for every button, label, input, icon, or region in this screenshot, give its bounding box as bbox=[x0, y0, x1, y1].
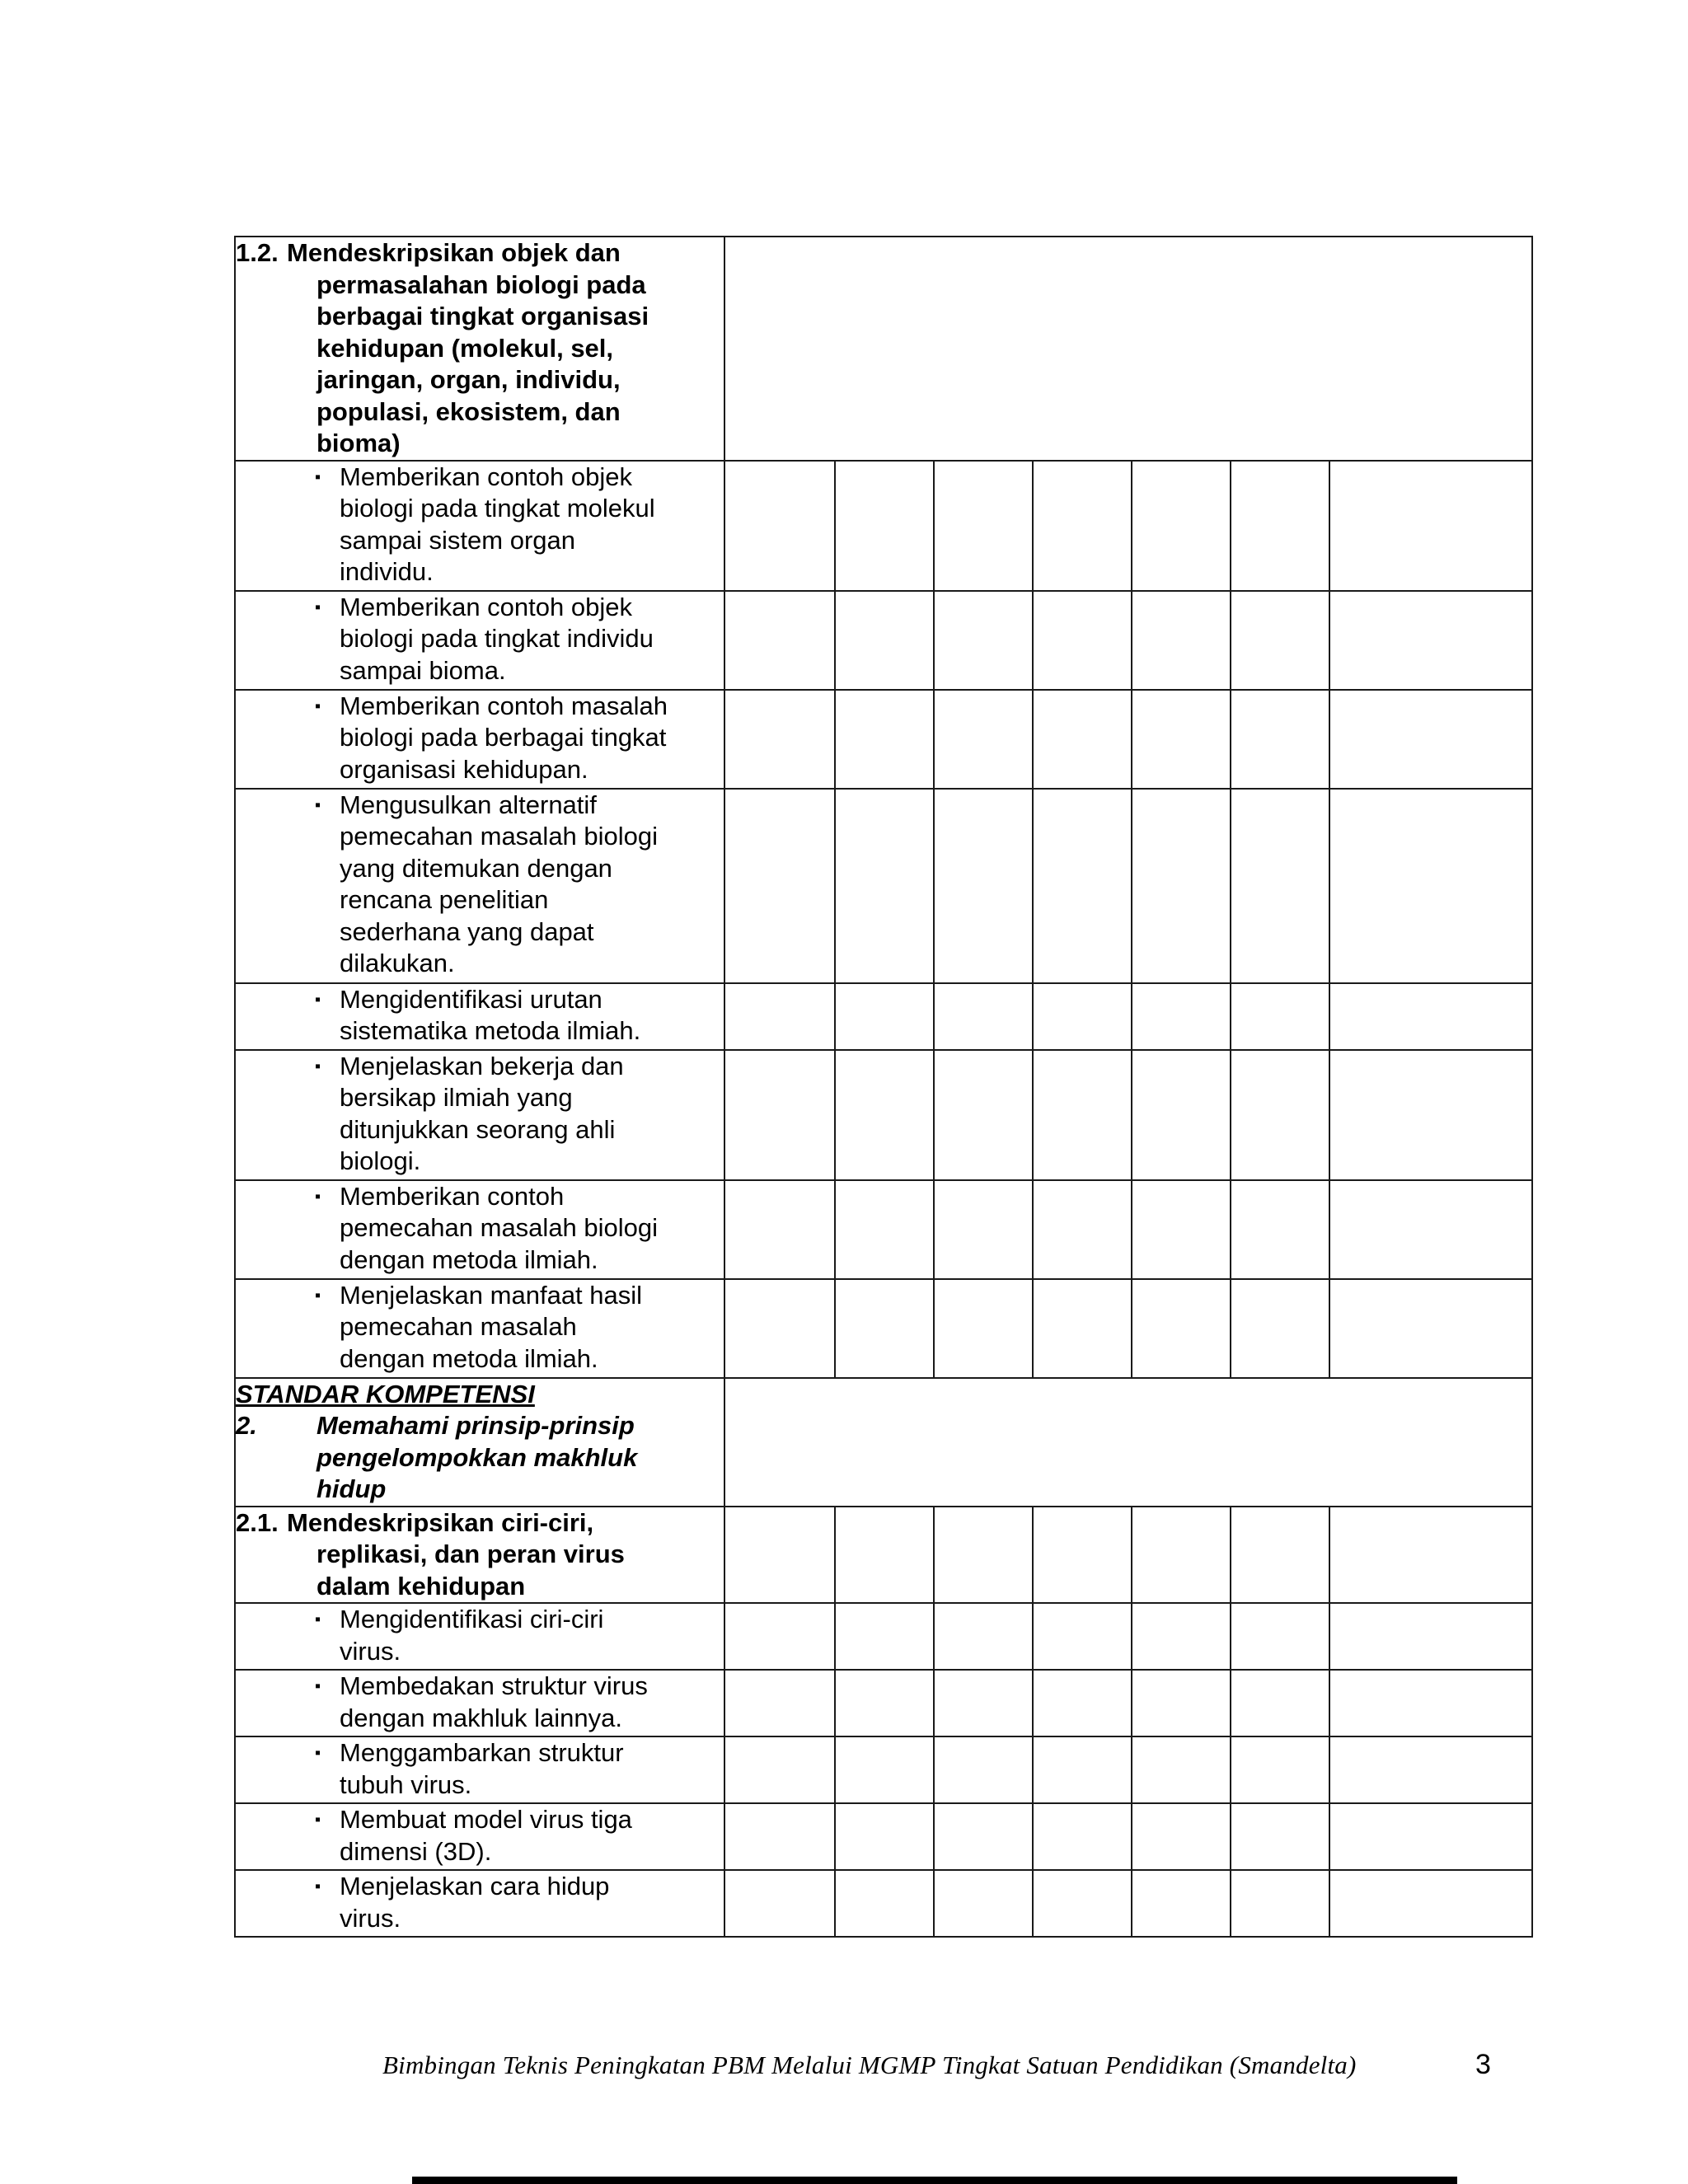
score-cell bbox=[1033, 983, 1132, 1050]
standard-competency-text-line: Memahami prinsip-prinsip bbox=[316, 1411, 635, 1440]
indicator-cell bbox=[235, 1279, 724, 1378]
score-cell bbox=[835, 1279, 934, 1378]
bullet-icon: ▪ bbox=[315, 795, 321, 814]
indicator-row bbox=[235, 461, 1532, 591]
indicator-text-line: dilakukan. bbox=[340, 949, 455, 977]
indicator-cell bbox=[235, 1603, 724, 1670]
bullet-icon: ▪ bbox=[315, 1057, 321, 1076]
competency-text-line: populasi, ekosistem, dan bbox=[316, 396, 621, 426]
score-cell bbox=[724, 1279, 835, 1378]
score-cell bbox=[835, 690, 934, 789]
score-cell bbox=[934, 1279, 1033, 1378]
score-cell bbox=[1329, 789, 1532, 983]
indicator-text-line: bersikap ilmiah yang bbox=[340, 1083, 573, 1112]
competency-text-line: kehidupan (molekul, sel, bbox=[316, 333, 614, 363]
indicator-row bbox=[235, 1050, 1532, 1180]
bullet-icon: ▪ bbox=[315, 1610, 321, 1629]
score-cell bbox=[1132, 1050, 1231, 1180]
score-cell bbox=[724, 1180, 835, 1279]
bullet-icon: ▪ bbox=[315, 1187, 321, 1206]
competency-text-line: berbagai tingkat organisasi bbox=[316, 302, 649, 330]
score-cell bbox=[1329, 1870, 1532, 1937]
indicator-cell bbox=[235, 983, 724, 1050]
score-cell bbox=[835, 1603, 934, 1670]
standard-competency-text-line: pengelompokkan makhluk bbox=[316, 1442, 638, 1472]
score-cell bbox=[1132, 1603, 1231, 1670]
score-cell bbox=[1329, 1803, 1532, 1870]
indicator-text-line: dengan metoda ilmiah. bbox=[340, 1244, 598, 1274]
score-cell bbox=[1033, 789, 1132, 983]
score-cell bbox=[934, 1050, 1033, 1180]
score-cell bbox=[1329, 1507, 1532, 1604]
indicator-text-line: pemecahan masalah biologi bbox=[340, 822, 659, 851]
score-cell bbox=[835, 1736, 934, 1803]
score-cell bbox=[934, 461, 1033, 591]
merged-score-cell bbox=[724, 1378, 1532, 1507]
indicator-text-line: rencana penelitian bbox=[340, 885, 549, 914]
score-cell bbox=[1231, 1050, 1329, 1180]
score-cell bbox=[1329, 1050, 1532, 1180]
indicator-cell bbox=[235, 690, 724, 789]
indicator-row bbox=[235, 1803, 1532, 1870]
indicator-text-line: pemecahan masalah biologi bbox=[340, 1213, 659, 1242]
score-cell bbox=[1033, 1180, 1132, 1279]
score-cell bbox=[1231, 1180, 1329, 1279]
score-cell bbox=[1033, 1670, 1132, 1736]
competency-number: 2.1. bbox=[236, 1507, 279, 1537]
score-cell bbox=[1033, 1870, 1132, 1937]
indicator-text-line: Mengidentifikasi urutan bbox=[340, 984, 603, 1014]
indicator-text-line: Menjelaskan bekerja dan bbox=[340, 1051, 624, 1080]
score-cell bbox=[1033, 1507, 1132, 1604]
score-cell bbox=[1231, 789, 1329, 983]
score-cell bbox=[1329, 690, 1532, 789]
score-cell bbox=[724, 690, 835, 789]
score-cell bbox=[724, 983, 835, 1050]
score-cell bbox=[835, 1870, 934, 1937]
score-cell bbox=[724, 591, 835, 690]
indicator-text-line: Menggambarkan struktur bbox=[340, 1738, 624, 1767]
score-cell bbox=[835, 1803, 934, 1870]
indicator-row bbox=[235, 1736, 1532, 1803]
indicator-text-line: individu. bbox=[340, 557, 434, 586]
score-cell bbox=[934, 1507, 1033, 1604]
competency-text-line: dalam kehidupan bbox=[316, 1571, 526, 1601]
merged-score-cell bbox=[724, 237, 1532, 461]
indicator-cell bbox=[235, 1050, 724, 1180]
score-cell bbox=[1329, 1603, 1532, 1670]
score-cell bbox=[724, 1507, 835, 1604]
score-cell bbox=[1132, 591, 1231, 690]
indicator-text-line: sistematika metoda ilmiah. bbox=[340, 1016, 641, 1045]
score-cell bbox=[724, 1050, 835, 1180]
score-cell bbox=[1231, 690, 1329, 789]
footer-text: Bimbingan Teknis Peningkatan PBM Melalui MGMP Tingkat Satuan Pendidikan (Smandelta) bbox=[382, 2050, 1357, 2079]
score-cell bbox=[1033, 1050, 1132, 1180]
score-cell bbox=[1132, 461, 1231, 591]
bullet-icon: ▪ bbox=[315, 696, 321, 715]
indicator-row bbox=[235, 591, 1532, 690]
indicator-text-line: sederhana yang dapat bbox=[340, 916, 594, 946]
score-cell bbox=[724, 1870, 835, 1937]
score-cell bbox=[1033, 461, 1132, 591]
score-cell bbox=[724, 461, 835, 591]
indicator-text-line: Memberikan contoh bbox=[340, 1181, 565, 1211]
indicator-text-line: sampai bioma. bbox=[340, 655, 506, 685]
score-cell bbox=[1329, 983, 1532, 1050]
indicator-row bbox=[235, 690, 1532, 789]
score-cell bbox=[1231, 1603, 1329, 1670]
indicator-text-line: biologi pada tingkat molekul bbox=[340, 494, 655, 523]
score-cell bbox=[1033, 690, 1132, 789]
competency-cell bbox=[235, 1507, 724, 1604]
indicator-text-line: yang ditemukan dengan bbox=[340, 853, 612, 883]
score-cell bbox=[835, 1050, 934, 1180]
score-cell bbox=[835, 1670, 934, 1736]
score-cell bbox=[934, 789, 1033, 983]
score-cell bbox=[1132, 1736, 1231, 1803]
score-cell bbox=[1329, 1670, 1532, 1736]
indicator-text-line: Mengidentifikasi ciri-ciri bbox=[340, 1605, 604, 1633]
score-cell bbox=[934, 1803, 1033, 1870]
score-cell bbox=[1231, 1507, 1329, 1604]
score-cell bbox=[1231, 461, 1329, 591]
score-cell bbox=[1231, 1870, 1329, 1937]
indicator-text-line: tubuh virus. bbox=[340, 1769, 472, 1799]
indicator-cell bbox=[235, 1870, 724, 1937]
indicator-row bbox=[235, 789, 1532, 983]
score-cell bbox=[1132, 1670, 1231, 1736]
indicator-text-line: dimensi (3D). bbox=[340, 1836, 492, 1866]
score-cell bbox=[1231, 983, 1329, 1050]
score-cell bbox=[1132, 1279, 1231, 1378]
score-cell bbox=[934, 1180, 1033, 1279]
indicator-cell bbox=[235, 789, 724, 983]
score-cell bbox=[724, 789, 835, 983]
indicator-row bbox=[235, 1870, 1532, 1937]
score-cell bbox=[1132, 983, 1231, 1050]
indicator-text-line: biologi pada berbagai tingkat bbox=[340, 723, 667, 752]
score-cell bbox=[1033, 1603, 1132, 1670]
bullet-icon: ▪ bbox=[315, 990, 321, 1009]
indicator-text-line: organisasi kehidupan. bbox=[340, 754, 588, 784]
indicator-text-line: Mengusulkan alternatif bbox=[340, 790, 597, 819]
indicator-text-line: Memberikan contoh masalah bbox=[340, 691, 668, 720]
score-cell bbox=[835, 461, 934, 591]
assessment-table bbox=[234, 236, 1533, 1938]
bullet-icon: ▪ bbox=[315, 1877, 321, 1896]
bullet-icon: ▪ bbox=[315, 1811, 321, 1829]
score-cell bbox=[934, 1603, 1033, 1670]
indicator-text-line: dengan makhluk lainnya. bbox=[340, 1703, 622, 1732]
competency-text-line: replikasi, dan peran virus bbox=[316, 1540, 625, 1568]
bullet-icon: ▪ bbox=[315, 1744, 321, 1762]
indicator-cell bbox=[235, 461, 724, 591]
score-cell bbox=[1231, 1279, 1329, 1378]
competency-text-line: Mendeskripsikan ciri-ciri, bbox=[287, 1507, 594, 1537]
score-cell bbox=[1132, 789, 1231, 983]
score-cell bbox=[724, 1670, 835, 1736]
score-cell bbox=[1231, 1803, 1329, 1870]
competency-number: 1.2. bbox=[236, 238, 279, 267]
indicator-text-line: Memberikan contoh objek bbox=[340, 592, 632, 621]
indicator-cell bbox=[235, 1180, 724, 1279]
standard-competency-row bbox=[235, 1378, 1532, 1507]
score-cell bbox=[724, 1603, 835, 1670]
score-cell bbox=[724, 1803, 835, 1870]
indicator-text-line: pemecahan masalah bbox=[340, 1312, 577, 1341]
score-cell bbox=[1132, 1870, 1231, 1937]
score-cell bbox=[1329, 1279, 1532, 1378]
score-cell bbox=[1033, 591, 1132, 690]
competency-row bbox=[235, 1507, 1532, 1604]
competency-text-line: permasalahan biologi pada bbox=[316, 269, 646, 299]
indicator-cell bbox=[235, 591, 724, 690]
indicator-text-line: biologi pada tingkat individu bbox=[340, 624, 654, 653]
indicator-text-line: Menjelaskan cara hidup bbox=[340, 1872, 610, 1900]
indicator-text-line: dengan metoda ilmiah. bbox=[340, 1343, 598, 1373]
competency-row bbox=[235, 237, 1532, 461]
bullet-icon: ▪ bbox=[315, 1677, 321, 1695]
competency-text-line: bioma) bbox=[316, 429, 401, 457]
bottom-rule bbox=[412, 2177, 1457, 2184]
score-cell bbox=[1231, 1670, 1329, 1736]
score-cell bbox=[1033, 1279, 1132, 1378]
standard-competency-cell bbox=[235, 1378, 724, 1507]
score-cell bbox=[1132, 1180, 1231, 1279]
score-cell bbox=[835, 789, 934, 983]
competency-text-line: Mendeskripsikan objek dan bbox=[287, 238, 621, 267]
score-cell bbox=[1231, 1736, 1329, 1803]
score-cell bbox=[1033, 1736, 1132, 1803]
indicator-cell bbox=[235, 1736, 724, 1803]
standard-competency-text-line: hidup bbox=[316, 1474, 387, 1503]
score-cell bbox=[934, 983, 1033, 1050]
score-cell bbox=[1329, 1180, 1532, 1279]
score-cell bbox=[934, 591, 1033, 690]
indicator-text-line: Memberikan contoh objek bbox=[340, 462, 632, 491]
score-cell bbox=[1231, 591, 1329, 690]
indicator-text-line: Membedakan struktur virus bbox=[340, 1671, 648, 1700]
score-cell bbox=[1033, 1803, 1132, 1870]
indicator-cell bbox=[235, 1803, 724, 1870]
indicator-text-line: virus. bbox=[340, 1903, 401, 1933]
bullet-icon: ▪ bbox=[315, 598, 321, 616]
score-cell bbox=[934, 690, 1033, 789]
bullet-icon: ▪ bbox=[315, 467, 321, 486]
competency-text-line: jaringan, organ, individu, bbox=[316, 365, 621, 394]
score-cell bbox=[1329, 591, 1532, 690]
indicator-text-line: Menjelaskan manfaat hasil bbox=[340, 1280, 643, 1310]
score-cell bbox=[1132, 690, 1231, 789]
score-cell bbox=[835, 983, 934, 1050]
indicator-row bbox=[235, 1670, 1532, 1736]
score-cell bbox=[835, 1180, 934, 1279]
standard-competency-title: STANDAR KOMPETENSI bbox=[236, 1379, 535, 1408]
score-cell bbox=[835, 591, 934, 690]
page-number: 3 bbox=[1475, 2049, 1491, 2080]
score-cell bbox=[1132, 1803, 1231, 1870]
score-cell bbox=[1329, 461, 1532, 591]
indicator-row bbox=[235, 983, 1532, 1050]
indicator-row bbox=[235, 1180, 1532, 1279]
score-cell bbox=[1132, 1507, 1231, 1604]
indicator-text-line: sampai sistem organ bbox=[340, 525, 576, 555]
score-cell bbox=[724, 1736, 835, 1803]
indicator-row bbox=[235, 1603, 1532, 1670]
score-cell bbox=[934, 1736, 1033, 1803]
indicator-row bbox=[235, 1279, 1532, 1378]
indicator-cell bbox=[235, 1670, 724, 1736]
standard-competency-number: 2. bbox=[236, 1411, 257, 1440]
score-cell bbox=[934, 1670, 1033, 1736]
indicator-text-line: biologi. bbox=[340, 1146, 421, 1175]
bullet-icon: ▪ bbox=[315, 1286, 321, 1305]
competency-cell bbox=[235, 237, 724, 461]
indicator-text-line: virus. bbox=[340, 1636, 401, 1666]
indicator-text-line: ditunjukkan seorang ahli bbox=[340, 1114, 616, 1144]
indicator-text-line: Membuat model virus tiga bbox=[340, 1805, 632, 1834]
score-cell bbox=[835, 1507, 934, 1604]
score-cell bbox=[1329, 1736, 1532, 1803]
score-cell bbox=[934, 1870, 1033, 1937]
